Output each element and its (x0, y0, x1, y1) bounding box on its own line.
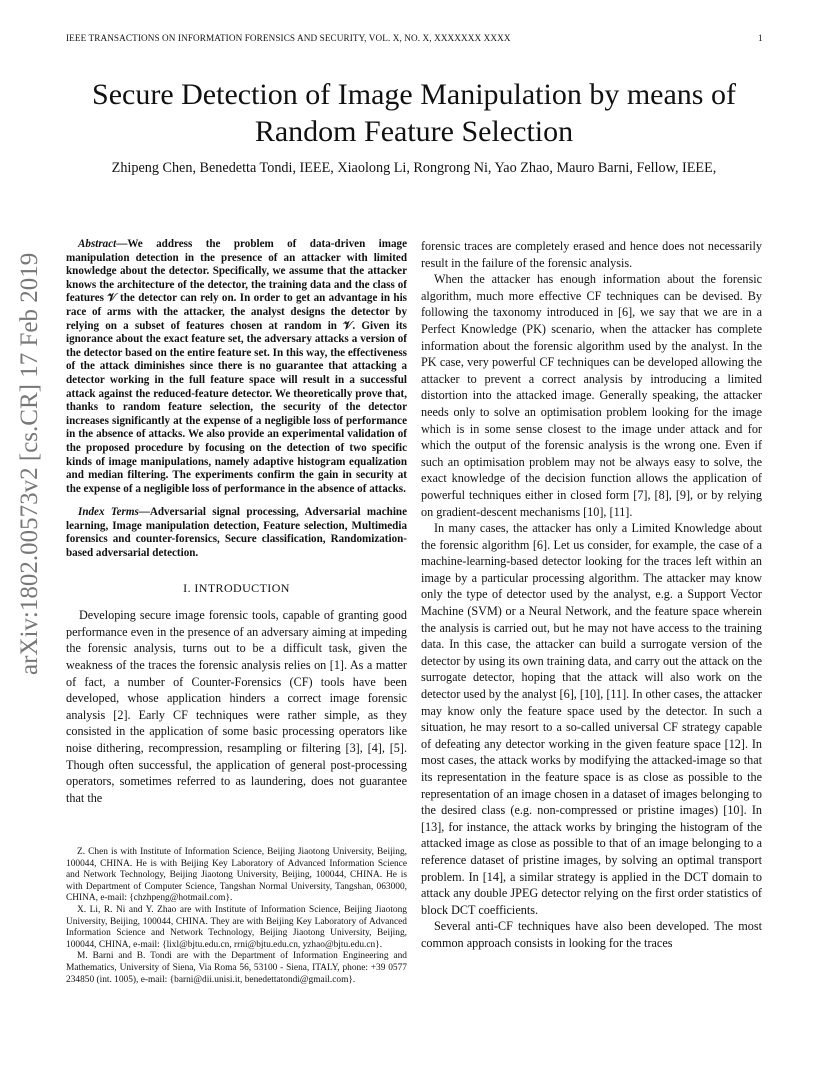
running-header: IEEE TRANSACTIONS ON INFORMATION FORENSICS AND SECURITY, VOL. X, NO. X, XXXXXXX XXXX (66, 33, 511, 43)
abstract (66, 238, 407, 496)
body-paragraph: Several anti-CF techniques have also been developed. The most common approach consists in looking for the traces (421, 919, 762, 950)
right-column (421, 238, 762, 952)
index-terms-text: —Adversarial signal processing, Adversarial machine learning, Image manipulation detection, Feature selection, Multimedia forensics and counter-forensics, Secure classification, Randomization-based adversarial detection. (66, 506, 407, 560)
arxiv-stamp: arXiv:1802.00573v2 [cs.CR] 17 Feb 2019 (16, 252, 43, 675)
paper-title: Secure Detection of Image Manipulation by means of Random Feature Selection (92, 78, 736, 148)
abstract-text: —We address the problem of data-driven image manipulation detection in the presence of an attacker with limited knowledge about the detector. Specifically, we assume that the attacker knows the architecture of the detector, the training data and the class of features 𝒱 the detector can rely on. In order to get an advantage in his race of arms with the attacker, the analyst designs the detector by relying on a subset of features chosen at random in 𝒱. Given its ignorance about the exact feature set, the adversary attacks a version of the detector based on the entire feature set. In this way, the effectiveness of the attack diminishes since there is no guarantee that attacking a detector working in the full feature space will result in a successful attack against the reduced-feature detector. We theoretically prove that, thanks to random feature selection, the security of the detector increases significantly at the expense of a negligible loss of performance in the absence of attacks. We also provide an experimental validation of the proposed procedure by focusing on the detection of two specific kinds of image manipulations, namely adaptive histogram equalization and median filtering. The experiments confirm the gain in security at the expense of a negligible loss of performance in the absence of attacks. (66, 238, 407, 495)
intro-paragraph: Developing secure image forensic tools, capable of granting good performance even in the presence of an adversary aiming at impeding the forensic analysis, turns out to be a difficult task, given the weakness of the traces the forensic analysis relies on [1]. As a matter of fact, a number of Counter-Forensics (CF) tools have been developed, whose application hinders a correct image forensic analysis [2]. Early CF techniques were rather simple, as they consisted in the application of some basic processing operators like noise dithering, recompression, resampling or filtering [3], [4], [5]. Though often successful, the application of general post-processing operators, sometimes referred to as laundering, does not guarantee that the (66, 608, 407, 805)
index-terms-label: Index Terms (78, 506, 139, 519)
index-terms (66, 506, 407, 560)
footnote: X. Li, R. Ni and Y. Zhao are with Institute of Information Science, Beijing Jiaotong University, Beijing, 100044, CHINA. They are with Beijing Key Laboratory of Advanced Information Science and Network Technology, Beijing Jiaotong University, Beijing, 100044, CHINA, e-mail: {lixl@bjtu.edu.cn, rrni@bjtu.edu.cn, yzhao@bjtu.edu.cn}. (66, 904, 407, 950)
footnote: M. Barni and B. Tondi are with the Department of Information Engineering and Mathematics, University of Siena, Via Roma 56, 53100 - Siena, ITALY, phone: +39 0577 234850 (int. 1005), e-mail: {barni@dii.unisi.it, benedettatondi@gmail.com}. (66, 951, 407, 985)
author-footnotes (66, 847, 407, 986)
abstract-label: Abstract (78, 238, 117, 250)
body-paragraph: When the attacker has enough information about the forensic algorithm, much more effective CF techniques can be devised. By following the taxonomy introduced in [6], we say that we are in a Perfect Knowledge (PK) scenario, when the attacker has complete information about the forensic algorithm used by the analyst. In the PK case, very powerful CF techniques can be developed allowing the attacker to prevent a correct analysis by introducing a limited distortion into the attacked image. Generally speaking, the attacker needs only to solve an optimisation problem looking for the image which is in some sense closest to the image under attack and for which the output of the forensic analysis is the wrong one. Even if such an optimisation problem may not be always easy to solve, the exact knowledge of the decision function allows the application of powerful techniques either in closed form [7], [8], [9], or by relying on gradient-descent mechanisms [10], [11]. (421, 272, 762, 519)
footnote: Z. Chen is with Institute of Information Science, Beijing Jiaotong University, Beijing, 100044, CHINA. He is with Beijing Key Laboratory of Advanced Information Science and Network Technology, Beijing Jiaotong University, Beijing, 100044, CHINA. He is with Department of Computer Science, Tangshan Normal University, Tangshan, 063000, CHINA, e-mail: {chzhpeng@hotmail.com}. (66, 847, 407, 904)
page-number: 1 (758, 33, 763, 43)
body-paragraph: forensic traces are completely erased and hence does not necessarily result in the failure of the forensic analysis. (421, 239, 762, 270)
body-paragraph: In many cases, the attacker has only a Limited Knowledge about the forensic algorithm [6]. Let us consider, for example, the case of a machine-learning-based detector looking for the traces left within an image by a particular processing algorithm. The attacker may know only the type of detector used by the analyst, e.g. a Support Vector Machine (SVM) or a Neural Network, and the feature space wherein the analysis is carried out, but he may not have access to the training data. In this case, the attacker can build a surrogate version of the detector by using its own training data, and carry out the attack on the surrogate detector, hoping that the attack will also work on the detector used by the analyst [6], [10], [11]. In other cases, the attacker may know only the feature space used by the detector. In such a situation, he may resort to a so-called universal CF strategy capable of defeating any detector working in the given feature space [12]. In most cases, the attack works by modifying the attacked-image so that its representation in the feature space is as close as possible to the representation of an image chosen in a dataset of images belonging to the desired class (e.g. non-compressed or pristine images) [10]. In [13], for instance, the attack works by bringing the histogram of the attacked image as close as possible to that of an image belonging to a reference dataset of pristine images, by solving an optimal transport problem. In [14], a similar strategy is applied in the DCT domain to attack any double JPEG detector relying on the first order statistics of block DCT coefficients. (421, 521, 762, 917)
author-list: Zhipeng Chen, Benedetta Tondi, IEEE, Xiaolong Li, Rongrong Ni, Yao Zhao, Mauro Barni, Fellow, IEEE, (111, 160, 717, 176)
left-column (66, 238, 407, 806)
section-heading: I. INTRODUCTION (183, 580, 290, 595)
